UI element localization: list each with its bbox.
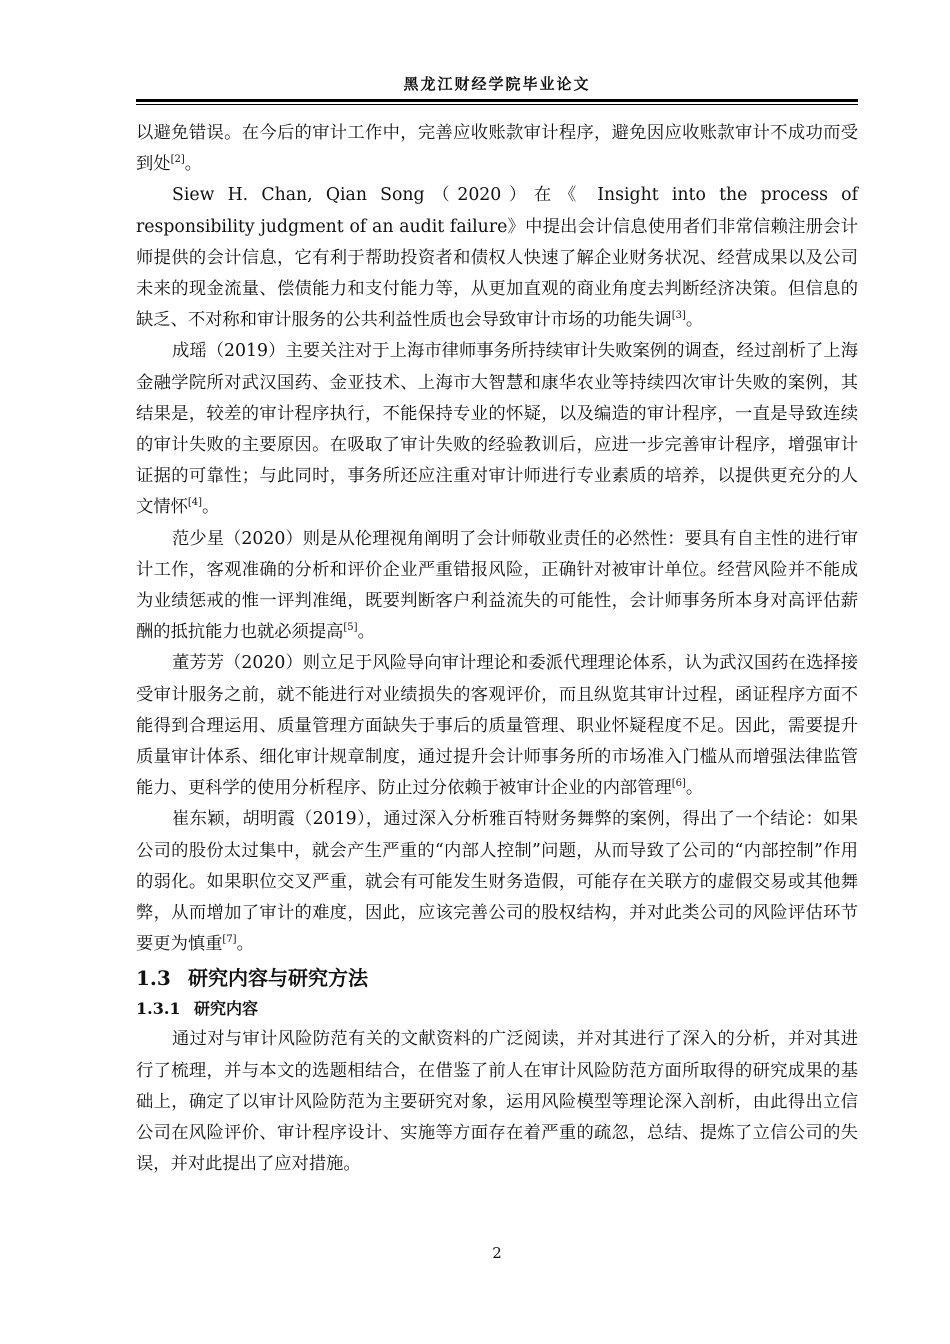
citation-ref: [3]: [671, 310, 686, 322]
section-number: 1.3: [136, 966, 171, 991]
page-header: 黑龙江财经学院毕业论文: [403, 75, 591, 93]
section-heading: [136, 962, 858, 994]
citation-ref: [7]: [222, 934, 237, 946]
paragraph-cheng-yao: 成瑶（2019）主要关注对于上海市律师事务所持续审计失败案例的调查，经过剖析了上海金融学院所对武汉国药、金亚技术、上海市大智慧和康华农业等持续四次审计失败的案例，其结果是，较差的审计程序执行，不能保持专业的怀疑，以及编造的审计程序，一直是导致连续的审计失败的主要原因。在吸取了审计失败的经验教训后，应进一步完善审计程序，增强审计证据的可靠性；与此同时，事务所还应注重对审计师进行专业素质的培养，以提供更充分的人文情怀[4]。: [136, 341, 858, 518]
citation-ref: [2]: [170, 154, 185, 166]
subsection-number: 1.3.1: [136, 999, 181, 1019]
subsection-title: 研究内容: [194, 999, 259, 1019]
citation-ref: [4]: [187, 497, 203, 509]
paragraph-chan-song: Siew H. Chan, Qian Song（2020）在《 Insight into the process of responsibility judgment of an audit failure》中提出会计信息使用者们非常信赖注册会计师提供的会计信息，它有利于帮助投资者和债权人快速了解企业财务状况、经营成果以及公司未来的现金流量、偿债能力和支付能力等，从更加直观的商业角度去判断经济决策。但信息的缺乏、不对称和审计服务的公共利益性质也会导致审计市场的功能失调[3]。: [136, 185, 858, 331]
section-title: 研究内容与研究方法: [188, 966, 368, 991]
paragraph-fan-shaoxing: 范少星（2020）则是从伦理视角阐明了会计师敬业责任的必然性：要具有自主性的进行审计工作，客观准确的分析和评价企业严重错报风险，正确针对被审计单位。经营风险并不能成为业绩惩戒的惟一评判准绳，既要判断客户利益流失的可能性，会计师事务所本身对高评估薪酬的抵抗能力也就必须提高[5]。: [136, 528, 858, 643]
paragraph-cui-hu: 崔东颖，胡明霞（2019），通过深入分析雅百特财务舞弊的案例，得出了一个结论：如果公司的股份太过集中，就会产生严重的“内部人控制”问题，从而导致了公司的“内部控制”作用的弱化。如果职位交叉严重，就会有可能发生财务造假，可能存在关联方的虚假交易或其他舞弊，从而增加了审计的难度，因此，应该完善公司的股权结构，并对此类公司的风险评估环节要更为慎重[7]。: [136, 809, 858, 955]
paragraph-continuation: 以避免错误。在今后的审计工作中，完善应收账款审计程序，避免因应收账款审计不成功而受到处[2]。: [136, 123, 858, 175]
citation-ref: [5]: [343, 622, 358, 634]
paragraph-research-content: 通过对与审计风险防范有关的文献资料的广泛阅读，并对其进行了深入的分析，并对其进行了梳理，并与本文的选题相结合，在借鉴了前人在审计风险防范方面所取得的研究成果的基础上，确定了以审计风险防范为主要研究对象，运用风险模型等理论深入剖析，由此得出立信公司在风险评价、审计程序设计、实施等方面存在着严重的疏忽，总结、提炼了立信公司的失误，并对此提出了应对措施。: [136, 1029, 858, 1175]
subsection-heading: [136, 994, 858, 1024]
citation-ref: [6]: [671, 778, 686, 790]
header-rule-thin: [136, 104, 858, 105]
page-number: 2: [492, 1244, 502, 1262]
paragraph-dong-fangfang: 董芳芳（2020）则立足于风险导向审计理论和委派代理理论体系，认为武汉国药在选择接受审计服务之前，就不能进行对业绩损失的客观评价，而且纵览其审计过程，函证程序方面不能得到合理运用、质量管理方面缺失于事后的质量管理、职业怀疑程度不足。因此，需要提升质量审计体系、细化审计规章制度，通过提升会计师事务所的市场准入门槛从而增强法律监管能力、更科学的使用分析程序、防止过分依赖于被审计企业的内部管理[6]。: [136, 653, 858, 799]
body-text: [136, 118, 858, 1181]
header-rule-thick: [136, 99, 858, 102]
